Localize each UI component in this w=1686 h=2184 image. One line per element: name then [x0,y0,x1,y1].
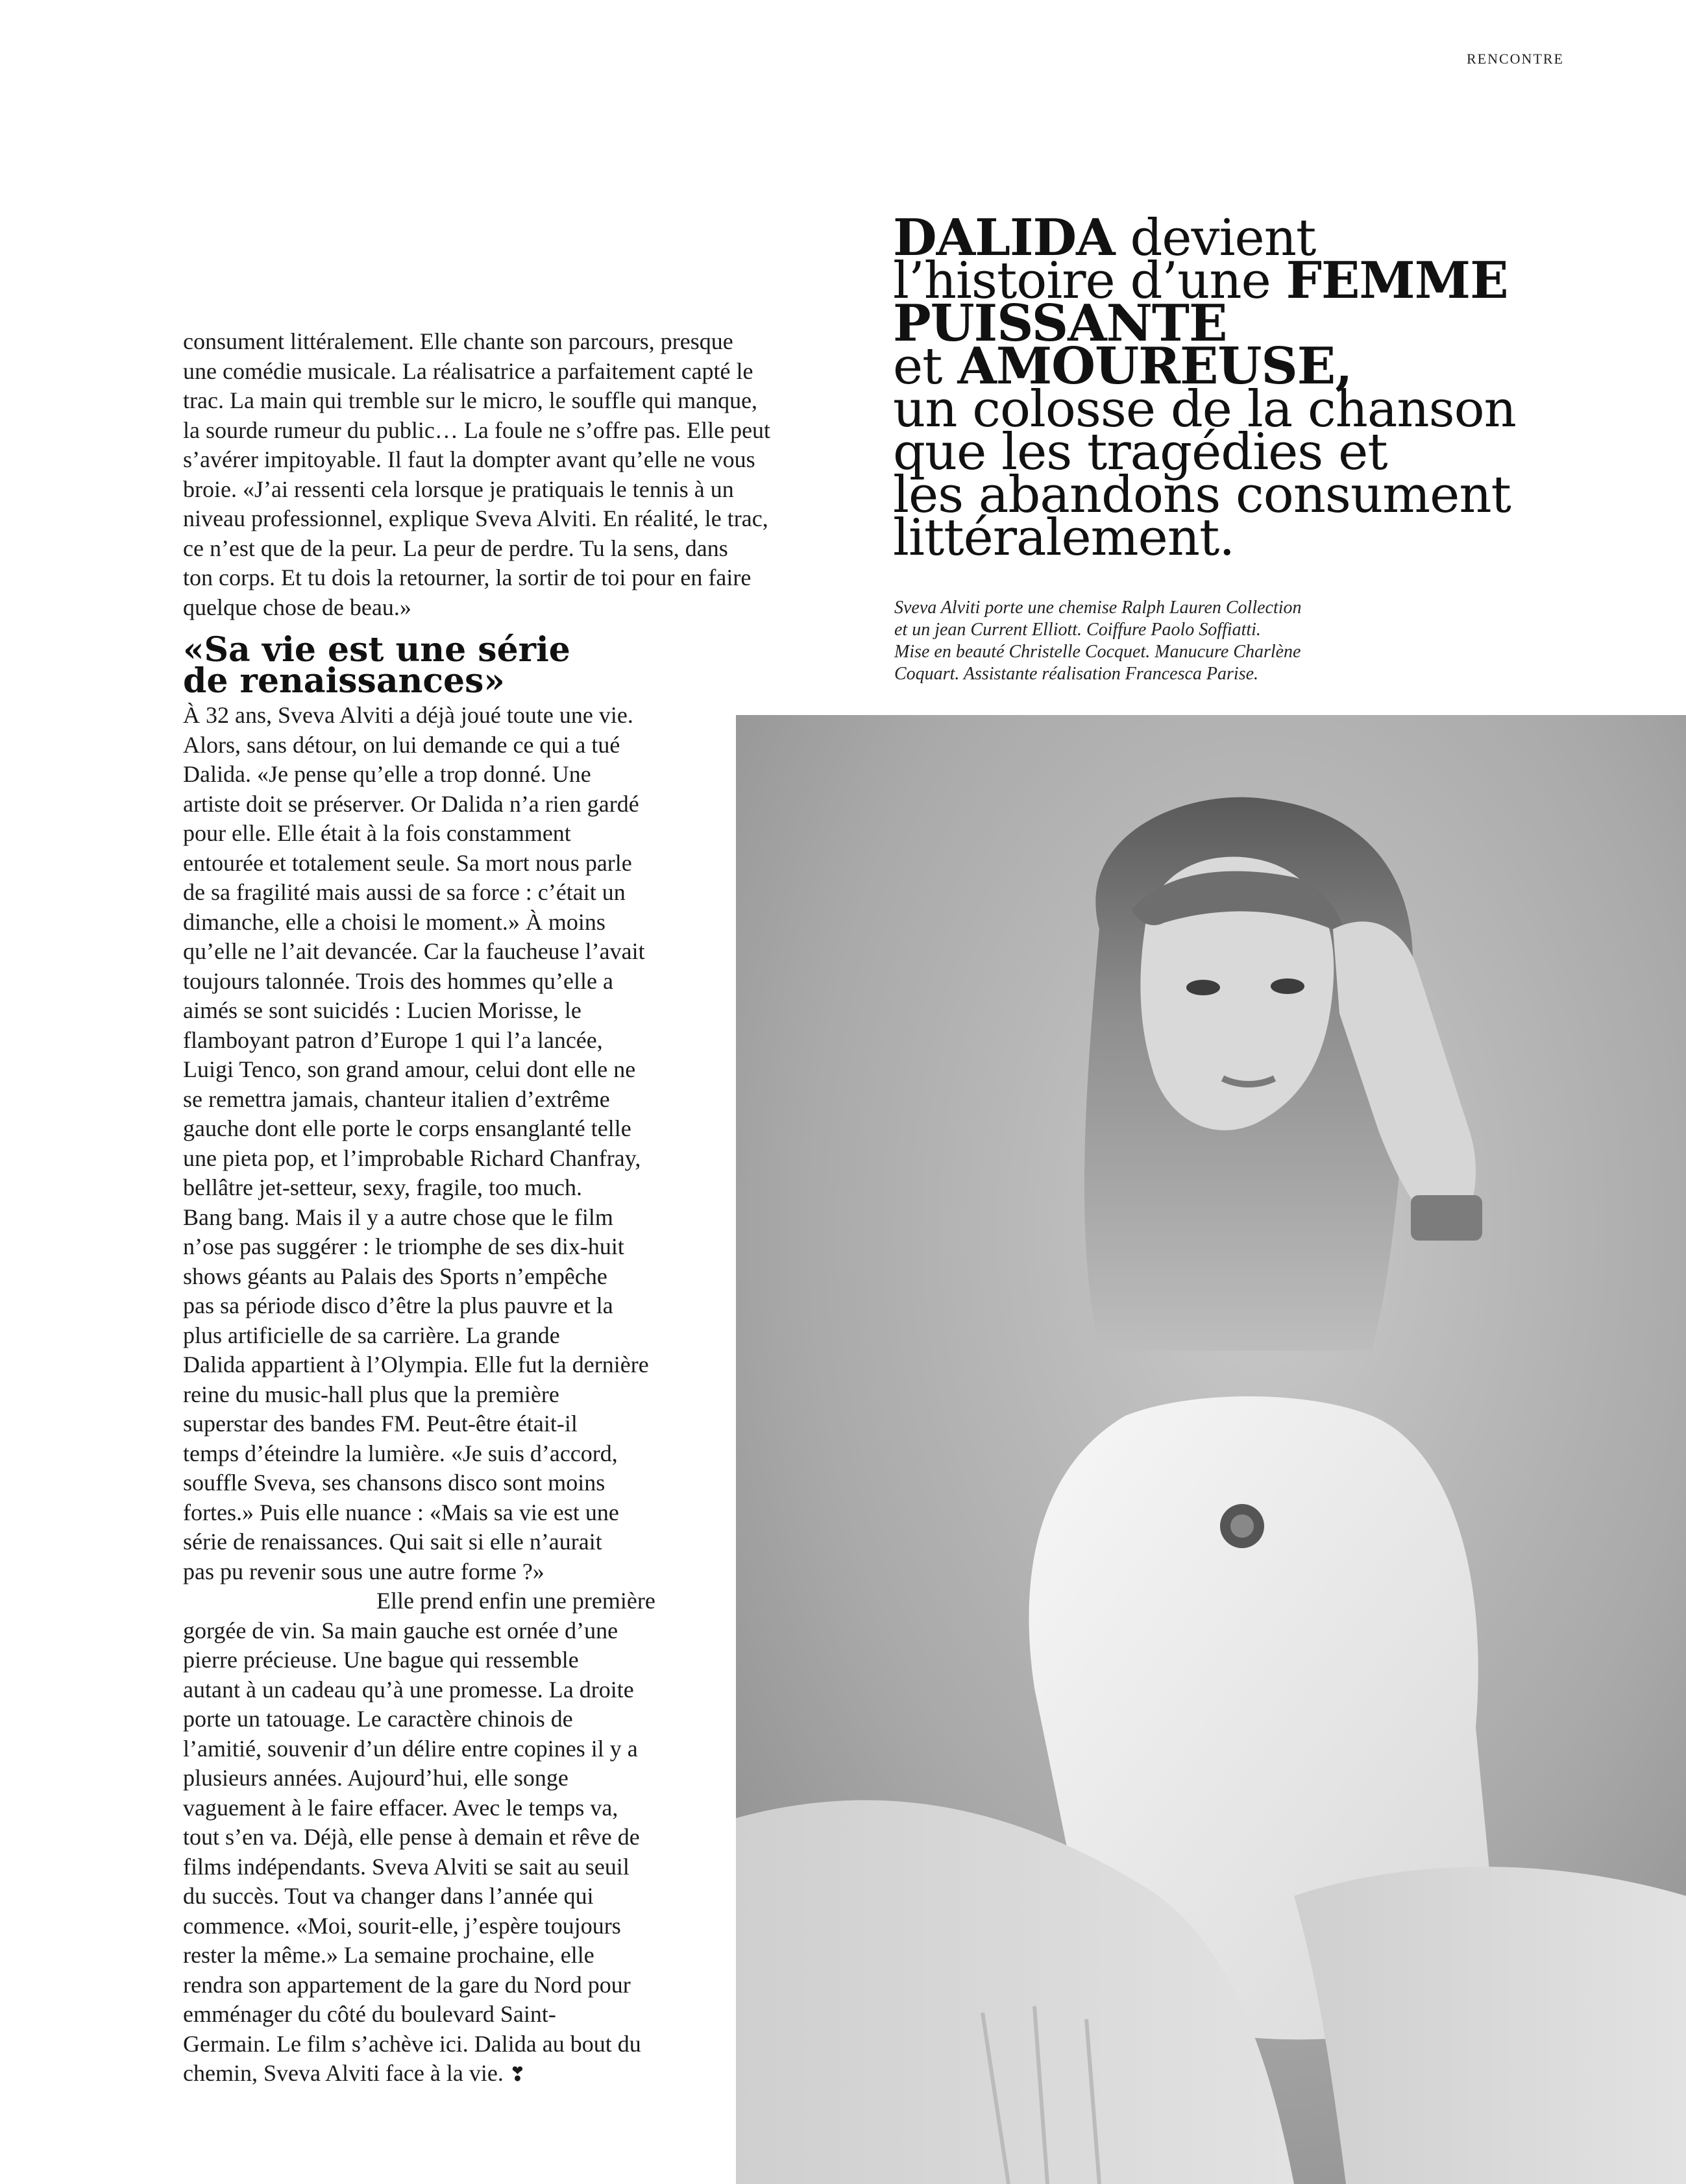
text-line: flamboyant patron d’Europe 1 qui l’a lancée, [183,1026,603,1053]
text-line: À 32 ans, Sveva Alviti a déjà joué toute une vie. [183,702,633,728]
headline [893,208,1574,567]
text-line: s’avérer impitoyable. Il faut la dompter avant qu’elle ne vous [183,446,755,472]
text-line: toujours talonnée. Trois des hommes qu’elle a [183,967,613,994]
text-line: dimanche, elle a choisi le moment.» À moins [183,908,605,935]
portrait-illustration [736,715,1686,2184]
text-line: consument littéralement. Elle chante son parcours, presque [183,328,733,354]
text-line: une comédie musicale. La réalisatrice a parfaitement capté le [183,358,753,384]
text-line: gauche dont elle porte le corps ensanglanté telle [183,1115,631,1141]
text-line: reine du music-hall plus que la première [183,1381,559,1407]
text-line: pas sa période disco d’être la plus pauvre et la [183,1292,613,1318]
text-line: rester la même.» La semaine prochaine, elle [183,1942,594,1968]
photo-credits [894,597,1413,685]
text-line: fortes.» Puis elle nuance : «Mais sa vie est une [183,1499,619,1525]
credit-line: Sveva Alviti porte une chemise Ralph Lauren Collection [894,598,1302,618]
text-line: une pieta pop, et l’improbable Richard Chanfray, [183,1145,641,1171]
text-line: temps d’éteindre la lumière. «Je suis d’accord, [183,1440,618,1466]
text-line: pour elle. Elle était à la fois constamment [183,820,571,846]
text-line: Luigi Tenco, son grand amour, celui dont elle ne [183,1056,636,1082]
headline-line: un colosse de la chanson [893,380,1516,439]
text-line: ton corps. Et tu dois la retourner, la sortir de toi pour en faire [183,564,751,590]
text-line: vaguement à le faire effacer. Avec le temps va, [183,1794,618,1821]
portrait-photo [736,715,1686,2184]
text-line: plus artificielle de sa carrière. La grande [183,1322,560,1348]
subhead-line: de renaissances» [183,661,505,701]
text-line: broie. «J’ai ressenti cela lorsque je pratiquais le tennis à un [183,476,734,502]
text-line: Elle prend enfin une première [376,1588,655,1614]
text-line: Bang bang. Mais il y a autre chose que le film [183,1204,613,1230]
credit-line: Coquart. Assistante réalisation Francesca Parise. [894,664,1259,684]
text-line: la sourde rumeur du public… La foule ne s’offre pas. Elle peut [183,417,771,443]
text-line: ce n’est que de la peur. La peur de perdre. Tu la sens, dans [183,535,728,561]
text-line: shows géants au Palais des Sports n’empêche [183,1263,607,1289]
text-line: Dalida. «Je pense qu’elle a trop donné. Une [183,761,591,787]
last-line-text: chemin, Sveva Alviti face à la vie. [183,2060,504,2086]
headline-line: les abandons consument [893,466,1511,524]
subhead-line: «Sa vie est une série [183,630,570,670]
text-line: bellâtre jet-setteur, sexy, fragile, too much. [183,1174,582,1200]
text-line: niveau professionnel, explique Sveva Alviti. En réalité, le trac, [183,505,768,531]
headline-line: et AMOUREUSE, [893,337,1352,396]
headline-line: que les tragédies et [893,423,1387,481]
subhead [183,630,832,701]
text-line: l’amitié, souvenir d’un délire entre copines il y a [183,1735,638,1762]
text-line: porte un tatouage. Le caractère chinois de [183,1706,573,1732]
text-line: autant à un cadeau qu’à une promesse. La droite [183,1676,634,1703]
text-line: artiste doit se préserver. Or Dalida n’a rien gardé [183,790,639,817]
text-line: tout s’en va. Déjà, elle pense à demain et rêve de [183,1824,640,1850]
text-line: rendra son appartement de la gare du Nord pour [183,1971,631,1998]
text-line: pas pu revenir sous une autre forme ?» [183,1558,544,1584]
text-line: aimés se sont suicidés : Lucien Morisse, le [183,997,581,1023]
text-line: commence. «Moi, sourit-elle, j’espère toujours [183,1912,621,1939]
headline-line: l’histoire d’une FEMME [893,251,1508,310]
text-line: Dalida appartient à l’Olympia. Elle fut la dernière [183,1352,649,1377]
text-line: emménager du côté du boulevard Saint- [183,2001,556,2027]
text-line: de sa fragilité mais aussi de sa force : c’était un [183,879,626,905]
text-line: qu’elle ne l’ait devancée. Car la faucheuse l’avait [183,938,645,964]
text-line: série de renaissances. Qui sait si elle n’aurait [183,1529,602,1555]
headline-line: PUISSANTE [893,294,1227,353]
text-line: entourée et totalement seule. Sa mort nous parle [183,849,632,876]
end-mark-icon: ❣ [509,2064,526,2085]
text-line: Germain. Le film s’achève ici. Dalida au bout du [183,2030,641,2057]
section-label: RENCONTRE [1467,51,1564,67]
credit-line: Mise en beauté Christelle Cocquet. Manucure Charlène [894,642,1301,662]
text-line: quelque chose de beau.» [183,594,411,620]
headline-line: DALIDA devient [893,208,1316,267]
credit-line: et un jean Current Elliott. Coiffure Paolo Soffiatti. [894,620,1261,640]
text-line: n’ose pas suggérer : le triomphe de ses dix-huit [183,1233,624,1259]
text-line: superstar des bandes FM. Peut-être était-il [183,1411,578,1437]
text-line: pierre précieuse. Une bague qui ressemble [183,1647,579,1673]
text-line: Alors, sans détour, on lui demande ce qui a tué [183,731,620,758]
article-paragraph-1 [183,327,840,622]
text-line: se remettra jamais, chanteur italien d’extrême [183,1086,610,1112]
text-line: trac. La main qui tremble sur le micro, le souffle qui manque, [183,387,758,413]
text-line: souffle Sveva, ses chansons disco sont moins [183,1470,605,1496]
text-line: du succès. Tout va changer dans l’année qui [183,1883,594,1909]
text-line: plusieurs années. Aujourd’hui, elle songe [183,1765,568,1791]
text-line: gorgée de vin. Sa main gauche est ornée d’une [183,1617,618,1644]
headline-line: littéralement. [893,509,1235,567]
text-line: films indépendants. Sveva Alviti se sait au seuil [183,1853,629,1880]
